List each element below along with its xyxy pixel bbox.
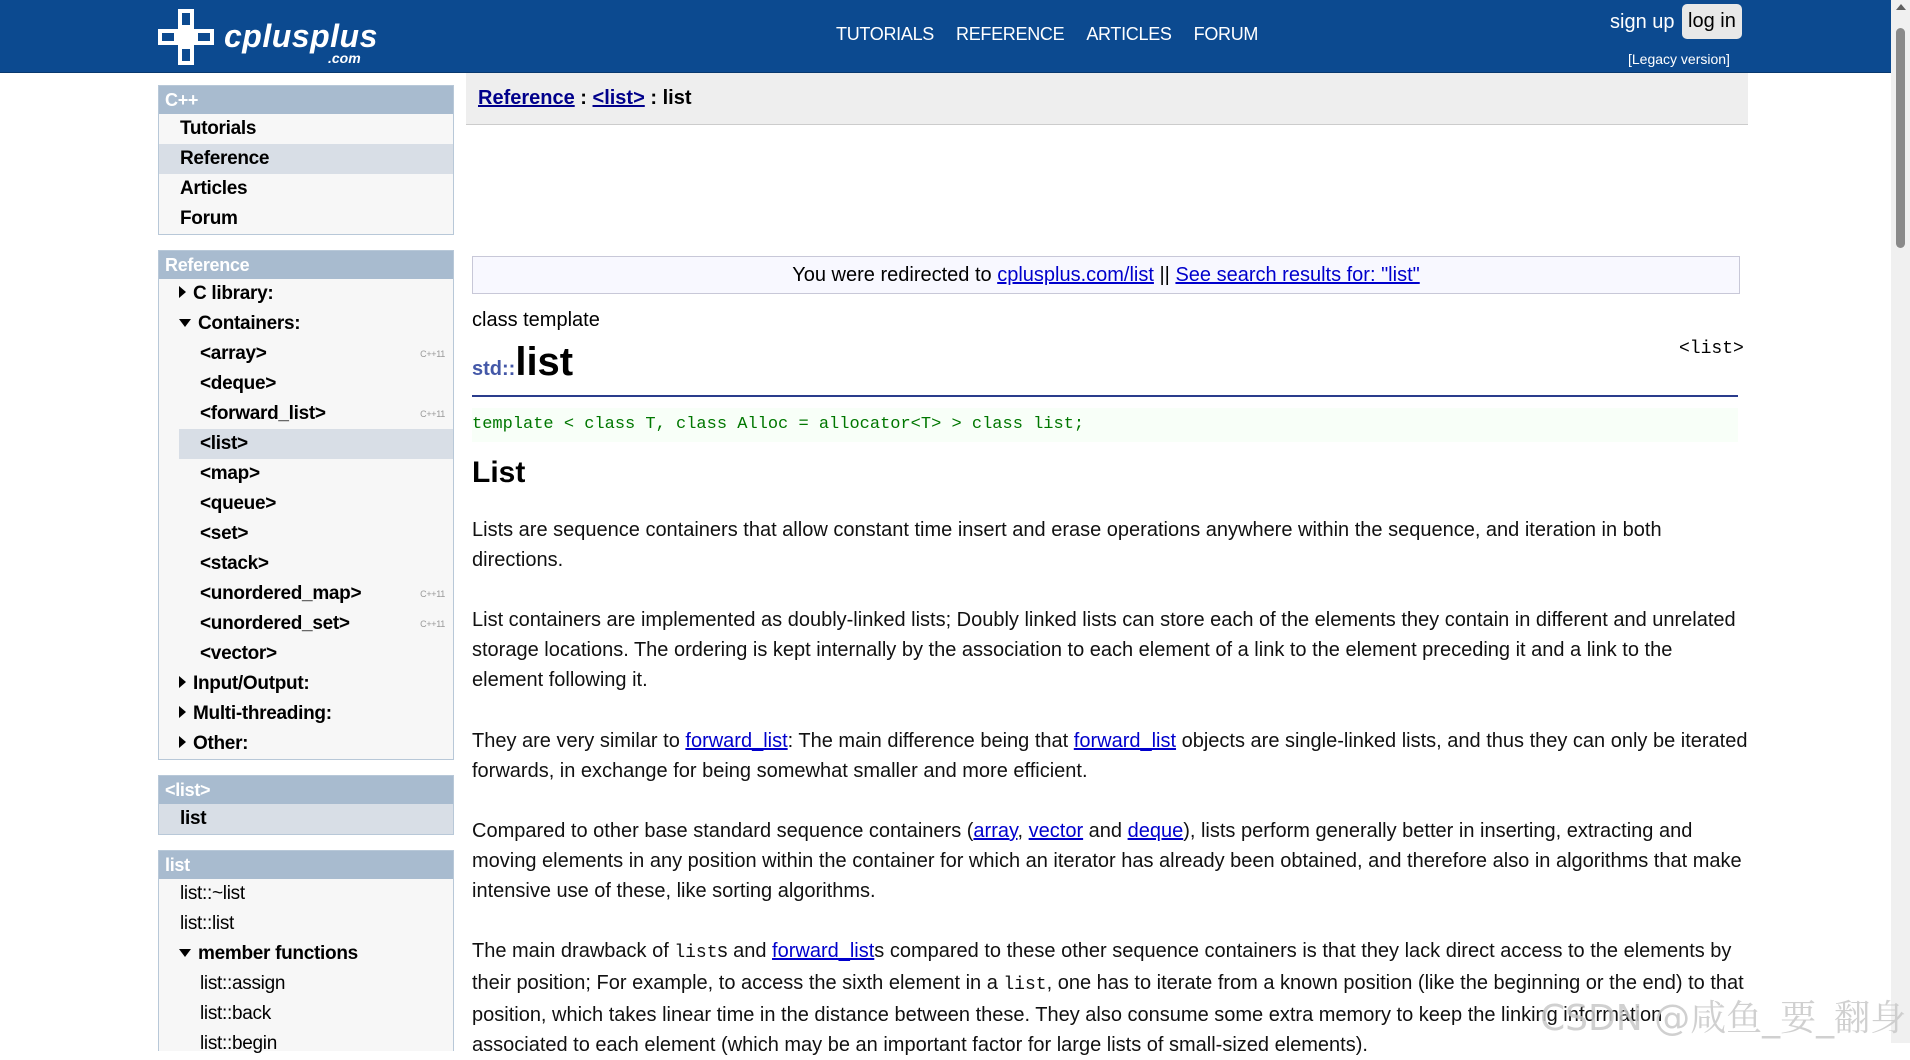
breadcrumb-bar [466,73,1748,125]
sidebar-item-input-output[interactable] [159,669,453,699]
expand-right-icon [179,736,186,748]
sidebar-item-label: <forward_list> [200,403,326,424]
text-span: The main drawback of [472,940,675,962]
sidebar-reference-box [158,250,454,760]
main-nav [836,24,1258,45]
forward-list-link[interactable]: forward_list [685,730,788,752]
sidebar-item-label: Input/Output: [193,673,310,694]
sidebar-item-assign[interactable]: list::assign [200,973,286,994]
sidebar-item-label: <list> [200,433,248,454]
text-span: They are very similar to [472,730,686,752]
sidebar-item-stack[interactable] [159,549,453,579]
code-list: list [1003,975,1047,995]
sidebar-item-map[interactable] [159,459,453,489]
sidebar-item-deque[interactable] [159,369,453,399]
breadcrumb [478,87,691,110]
sidebar-item-queue[interactable] [159,489,453,519]
sidebar-item-label: <stack> [200,553,269,574]
page-title-text: list [515,340,574,384]
search-results-link[interactable]: See search results for: "list" [1175,264,1420,286]
sidebar-item-back[interactable]: list::back [200,1003,271,1024]
logo-sub: .com [328,50,361,66]
csdn-watermark: CSDN @咸鱼_要_翻身 [1540,998,1907,1039]
sidebar-cpp-box [158,85,454,235]
expand-right-icon [179,676,186,688]
page-title [472,340,573,385]
sidebar-item-label: <map> [200,463,260,484]
redirect-text: You were redirected to [792,264,998,286]
text-span: , [1017,820,1029,842]
sidebar-item-constructor[interactable]: list::list [180,913,235,934]
collapse-down-icon [179,949,191,957]
code-list: list [674,943,718,963]
sidebar-item-destructor[interactable]: list::~list [180,883,245,904]
breadcrumb-separator: : [580,87,587,109]
text-span: : The main difference being that [787,730,1074,752]
breadcrumb-separator: : [650,87,658,109]
breadcrumb-list-header-link[interactable]: <list> [592,87,645,109]
scroll-thumb[interactable] [1896,28,1905,248]
namespace-prefix: std:: [472,358,516,380]
logo-cross-icon [158,9,214,65]
nav-tutorials[interactable]: TUTORIALS [836,24,934,44]
paragraph-1: Lists are sequence containers that allow constant time insert and erase operations anywhere within the sequence, and iteration in both directions. [472,519,1662,571]
redirect-separator: || [1153,264,1176,286]
sidebar-item-tutorials[interactable]: Tutorials [180,118,257,139]
text-span: and [1083,820,1128,842]
cpp11-tag: C++11 [420,589,445,599]
sidebar-item-label: C library: [193,283,274,304]
collapse-down-icon [179,319,191,327]
breadcrumb-current: list [662,87,692,109]
paragraph-4 [472,816,1748,906]
prototype-code: template < class T, class Alloc = allocator<T> > class list; [472,408,1738,442]
sidebar-item-label: Containers: [198,313,301,334]
sidebar-item-label: <vector> [200,643,277,664]
sidebar-item-label: Other: [193,733,249,754]
expand-right-icon [179,706,186,718]
sidebar-item-member-functions[interactable] [159,939,453,969]
sidebar-item-array[interactable] [159,339,453,369]
array-link[interactable]: array [973,820,1018,842]
scroll-up-icon[interactable] [1896,4,1906,10]
text-span: s and [717,940,773,962]
sidebar-item-set[interactable] [159,519,453,549]
sidebar-list-members-box [158,850,454,1054]
text-span: objects are single-linked lists, and thus they can only be iterated forwards, in exchange for being somewhat smaller and more efficient. [472,730,1748,782]
sidebar-item-label: <array> [200,343,267,364]
sidebar-item-label: <unordered_map> [200,583,362,604]
sidebar-item-reference[interactable]: Reference [159,144,453,174]
sign-up-link[interactable]: sign up [1610,11,1675,33]
nav-articles[interactable]: ARTICLES [1086,24,1172,44]
sidebar-item-label: member functions [198,943,358,964]
text-span: , one has to iterate from a known position (like the beginning or the end) to that position, which takes linear time in the distance between these. They also consume some extra memory to keep the linking information associated to each element (which may be an important factor for large lists of small-sized elements). [472,972,1744,1056]
text-span: s compared to these other sequence containers is that they lack direct access to the elements by their position; For example, to access the sixth element in a [472,940,1732,994]
sidebar-item-articles[interactable]: Articles [180,178,248,199]
sidebar-list-header-title: <list> [159,776,453,804]
sidebar-item-label: <deque> [200,373,277,394]
redirect-link[interactable]: cplusplus.com/list [997,264,1154,286]
class-template-label: class template [472,309,600,331]
sidebar-item-begin[interactable]: list::begin [200,1033,277,1054]
text-span: ), lists perform generally better in inserting, extracting and moving elements in any position within the container for which an iterator has already been obtained, and therefore also in algorithms that make intensive use of these, like sorting algorithms. [472,820,1742,902]
sidebar-item-c-library[interactable] [159,279,453,309]
paragraph-2: List containers are implemented as doubly-linked lists; Doubly linked lists can store each of the elements they contain in different and unrelated storage locations. The ordering is kept internally by the association to each element of a link to the element preceding it and a link to the element following it. [472,609,1736,691]
sidebar-cpp-title: C++ [159,86,453,114]
sidebar-item-containers[interactable] [159,309,453,339]
sidebar-item-vector[interactable] [159,639,453,669]
breadcrumb-reference-link[interactable]: Reference [478,87,575,109]
header-tag: <list> [1679,339,1744,359]
sidebar-item-other[interactable] [159,729,453,759]
nav-forum[interactable]: FORUM [1193,24,1259,44]
forward-list-link[interactable]: forward_list [772,940,875,962]
sidebar-item-list-class[interactable]: list [159,804,453,834]
sidebar-list-members-title: list [159,851,453,879]
sidebar-item-forward-list[interactable] [159,399,453,429]
cpp11-tag: C++11 [420,409,445,419]
deque-link[interactable]: deque [1127,820,1184,842]
cpp11-tag: C++11 [420,349,445,359]
legacy-version-link[interactable]: [Legacy version] [1628,51,1730,67]
sidebar-item-unordered-set[interactable] [159,609,453,639]
sidebar-item-forum[interactable]: Forum [180,208,238,229]
sidebar-item-label: <unordered_set> [200,613,350,634]
cpp11-tag: C++11 [420,619,445,629]
redirect-notice [472,256,1740,294]
log-in-button[interactable]: log in [1682,4,1742,39]
sidebar-reference-title: Reference [159,251,453,279]
forward-list-link[interactable]: forward_list [1073,730,1177,752]
sidebar-item-list[interactable] [179,429,453,459]
sidebar-item-label: <set> [200,523,249,544]
sidebar-item-unordered-map[interactable] [159,579,453,609]
vertical-scrollbar[interactable] [1891,0,1910,1043]
nav-reference[interactable]: REFERENCE [956,24,1065,44]
top-navbar [0,0,1891,73]
title-divider [472,395,1738,397]
paragraph-3 [472,726,1748,786]
vector-link[interactable]: vector [1028,820,1084,842]
sidebar-list-header-box [158,775,454,835]
sidebar-item-label: <queue> [200,493,277,514]
sidebar-item-multi-threading[interactable] [159,699,453,729]
section-heading: List [472,456,526,489]
text-span: Compared to other base standard sequence containers ( [472,820,974,842]
logo-text: cplusplus [224,18,378,54]
expand-right-icon [179,286,186,298]
sidebar-item-label: Multi-threading: [193,703,332,724]
